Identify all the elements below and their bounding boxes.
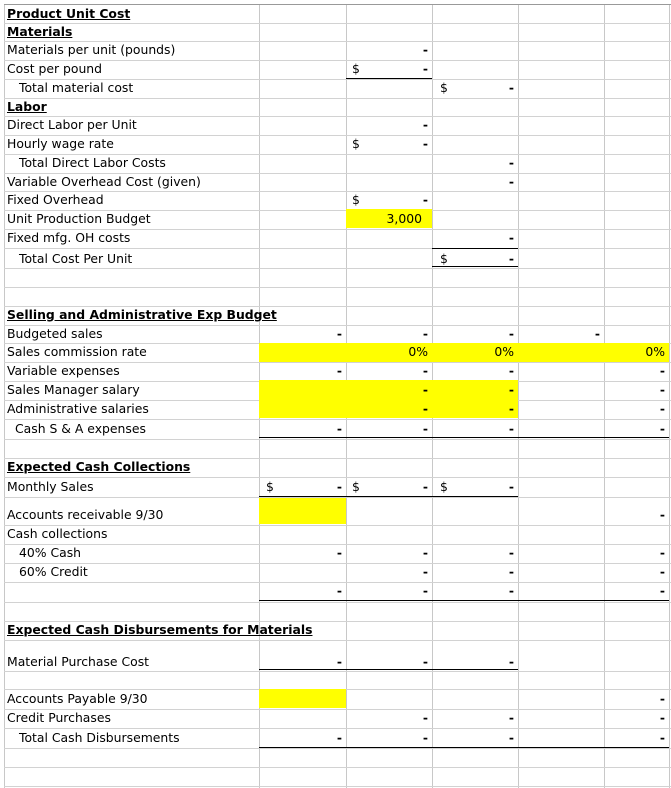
value-cell[interactable]: - [508,479,514,494]
value-cell[interactable]: - [508,174,514,189]
value-cell[interactable]: - [508,382,514,397]
unit-production-value[interactable]: 3,000 [386,211,422,226]
value-cell[interactable]: - [336,479,342,494]
total-material-cost-label: Total material cost [19,80,134,95]
grid-row-line [4,23,671,24]
accounts-receivable-label: Accounts receivable 9/30 [7,507,164,522]
selling-admin-title: Selling and Administrative Exp Budget [7,307,277,322]
underline [259,496,518,497]
value-cell[interactable]: - [422,710,428,725]
underline [346,78,432,79]
value-cell[interactable]: - [508,730,514,745]
value-cell[interactable]: - [422,136,428,151]
underline [259,437,669,438]
value-cell[interactable]: - [659,691,665,706]
value-cell[interactable]: - [659,401,665,416]
grid-row-line [4,602,671,603]
total-disbursements-label: Total Cash Disbursements [19,730,180,745]
cost-per-pound-label: Cost per pound [7,61,103,76]
value-cell[interactable]: - [422,363,428,378]
fixed-mfg-oh-label: Fixed mfg. OH costs [7,230,131,245]
value-cell[interactable]: - [659,363,665,378]
commission-rate-value[interactable]: 0% [408,344,428,359]
underline [259,600,669,601]
commission-rate-label: Sales commission rate [7,344,147,359]
cash-collections-label: Cash collections [7,526,108,541]
grid-row-line [4,671,671,672]
labor-header: Labor [7,99,47,114]
commission-rate-value[interactable]: 0% [494,344,514,359]
grid-row-line [4,191,671,192]
value-cell[interactable]: - [422,382,428,397]
value-cell[interactable]: - [508,654,514,669]
value-cell[interactable]: - [508,545,514,560]
grid-row-line [4,60,671,61]
grid-row-line [4,268,671,269]
materials-header: Materials [7,24,73,39]
monthly-sales-label: Monthly Sales [7,479,94,494]
value-cell[interactable]: - [508,401,514,416]
grid-row-line [4,786,671,787]
total-cost-per-unit-label: Total Cost Per Unit [19,251,133,266]
value-cell[interactable]: - [336,421,342,436]
grid-row-line [4,640,671,641]
grid-row-line [4,748,671,749]
cash-sa-expenses-label: Cash S & A expenses [15,421,146,436]
budgeted-sales-label: Budgeted sales [7,326,103,341]
fixed-overhead-label: Fixed Overhead [7,192,104,207]
value-cell[interactable]: - [422,326,428,341]
value-cell[interactable]: - [336,545,342,560]
cash-disbursements-title: Expected Cash Disbursements for Materials [7,622,313,637]
grid-row-line [4,98,671,99]
value-cell[interactable]: - [508,80,514,95]
material-purchase-cost-label: Material Purchase Cost [7,654,150,669]
value-cell[interactable]: - [422,479,428,494]
value-cell[interactable]: - [508,326,514,341]
product-unit-cost-title: Product Unit Cost [7,6,131,21]
value-cell[interactable]: - [422,192,428,207]
cash-collections-title: Expected Cash Collections [7,459,191,474]
value-cell[interactable]: - [422,401,428,416]
value-cell[interactable]: - [508,564,514,579]
credit-60-label: 60% Credit [19,564,88,579]
admin-salaries-label: Administrative salaries [7,401,149,416]
value-cell[interactable]: - [508,583,514,598]
direct-labor-per-unit-label: Direct Labor per Unit [7,117,137,132]
underline [432,248,518,249]
value-cell[interactable]: - [508,251,514,266]
dollar-sign: $ [440,80,448,95]
hourly-wage-rate-label: Hourly wage rate [7,136,114,151]
value-cell[interactable]: - [336,654,342,669]
variable-overhead-label: Variable Overhead Cost (given) [7,174,201,189]
cash-40-label: 40% Cash [19,545,82,560]
value-cell[interactable]: - [659,421,665,436]
value-cell[interactable]: - [422,421,428,436]
underline [259,669,518,670]
value-cell[interactable]: - [336,583,342,598]
value-cell[interactable]: - [422,61,428,76]
total-direct-labor-label: Total Direct Labor Costs [19,155,166,170]
unit-production-budget-label: Unit Production Budget [7,211,151,226]
value-cell[interactable]: - [508,155,514,170]
value-cell[interactable]: - [422,654,428,669]
underline [259,747,669,748]
dollar-sign: $ [352,136,360,151]
sales-manager-salary-label: Sales Manager salary [7,382,140,397]
value-cell[interactable]: - [659,730,665,745]
dollar-sign: $ [440,479,448,494]
accounts-payable-label: Accounts Payable 9/30 [7,691,148,706]
materials-per-unit-label: Materials per unit (pounds) [7,42,176,57]
value-cell[interactable]: - [422,564,428,579]
grid-row-line [4,248,671,249]
value-cell[interactable]: - [659,382,665,397]
value-cell[interactable]: - [659,710,665,725]
dollar-sign: $ [352,479,360,494]
value-cell[interactable]: - [336,730,342,745]
variable-expenses-label: Variable expenses [7,363,120,378]
grid-row-line [4,287,671,288]
dollar-sign: $ [352,61,360,76]
highlight-cell [259,498,346,524]
value-cell[interactable]: - [422,42,428,57]
dollar-sign: $ [266,479,274,494]
value-cell[interactable]: - [508,421,514,436]
grid-row-line [4,563,671,564]
value-cell[interactable]: - [422,730,428,745]
value-cell[interactable]: - [659,507,665,522]
grid-row-line [4,767,671,768]
value-cell[interactable]: - [336,326,342,341]
value-cell[interactable]: - [594,326,600,341]
dollar-sign: $ [352,192,360,207]
dollar-sign: $ [440,251,448,266]
value-cell[interactable]: - [659,545,665,560]
value-cell[interactable]: - [422,545,428,560]
commission-rate-value[interactable]: 0% [645,344,665,359]
value-cell[interactable]: - [508,363,514,378]
highlight-cell [259,689,346,708]
value-cell[interactable]: - [422,583,428,598]
double-underline [432,266,518,267]
credit-purchases-label: Credit Purchases [7,710,111,725]
value-cell[interactable]: - [422,117,428,132]
value-cell[interactable]: - [508,230,514,245]
value-cell[interactable]: - [508,710,514,725]
value-cell[interactable]: - [659,583,665,598]
grid-row-line [4,439,671,440]
value-cell[interactable]: - [336,363,342,378]
value-cell[interactable]: - [659,564,665,579]
